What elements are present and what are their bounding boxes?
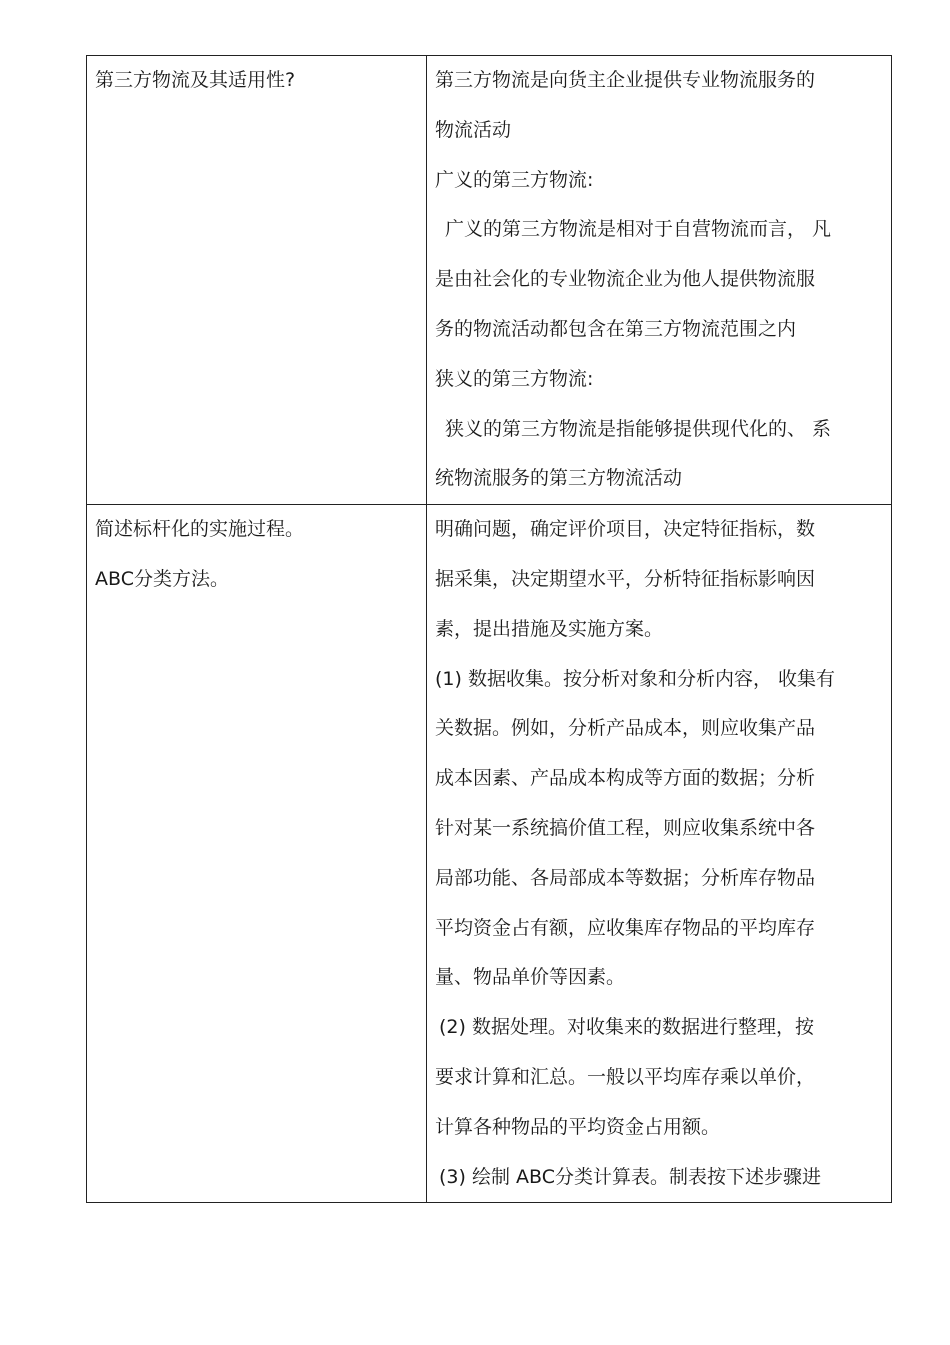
answer-line: (2) 数据处理。对收集来的数据进行整理，按	[439, 1016, 814, 1039]
answer-cell	[427, 505, 892, 1203]
question-line: ABC分类方法。	[95, 567, 229, 590]
answer-line: (1) 数据收集。按分析对象和分析内容， 收集有	[435, 667, 835, 690]
answer-line: (3) 绘制 ABC分类计算表。制表按下述步骤进	[439, 1165, 821, 1188]
answer-cell	[427, 56, 892, 505]
table-row	[87, 505, 892, 1203]
answer-line: 平均资金占有额，应收集库存物品的平均库存	[435, 916, 816, 939]
answer-line: 据采集，决定期望水平，分析特征指标影响因	[435, 567, 816, 590]
answer-line: 素，提出措施及实施方案。	[435, 617, 664, 640]
answer-line: 狭义的第三方物流:	[435, 367, 594, 390]
answer-line: 是由社会化的专业物流企业为他人提供物流服	[435, 268, 816, 291]
answer-line: 要求计算和汇总。一般以平均库存乘以单价，	[435, 1065, 816, 1088]
table-row	[87, 56, 892, 505]
question-line: 第三方物流及其适用性?	[95, 69, 296, 91]
question-cell	[87, 505, 427, 1203]
answer-line: 狭义的第三方物流是指能够提供现代化的、 系	[445, 417, 832, 440]
answer-line: 量、物品单价等因素。	[435, 966, 626, 989]
answer-line: 广义的第三方物流是相对于自营物流而言， 凡	[445, 218, 832, 241]
answer-line: 统物流服务的第三方物流活动	[435, 467, 683, 490]
answer-line: 计算各种物品的平均资金占用额。	[435, 1115, 721, 1138]
answer-line: 第三方物流是向货主企业提供专业物流服务的	[435, 69, 816, 91]
qa-table	[86, 55, 892, 1203]
question-cell	[87, 56, 427, 505]
answer-line: 广义的第三方物流:	[435, 168, 594, 191]
answer-line: 关数据。例如，分析产品成本，则应收集产品	[435, 717, 816, 740]
answer-line: 明确问题，确定评价项目，决定特征指标，数	[435, 518, 816, 541]
answer-line: 务的物流活动都包含在第三方物流范围之内	[435, 317, 797, 340]
question-line: 简述标杆化的实施过程。	[95, 518, 305, 541]
answer-line: 成本因素、产品成本构成等方面的数据；分析	[435, 767, 816, 790]
answer-line: 物流活动	[435, 118, 512, 141]
answer-line: 针对某一系统搞价值工程，则应收集系统中各	[435, 816, 816, 839]
answer-line: 局部功能、各局部成本等数据；分析库存物品	[435, 866, 816, 889]
